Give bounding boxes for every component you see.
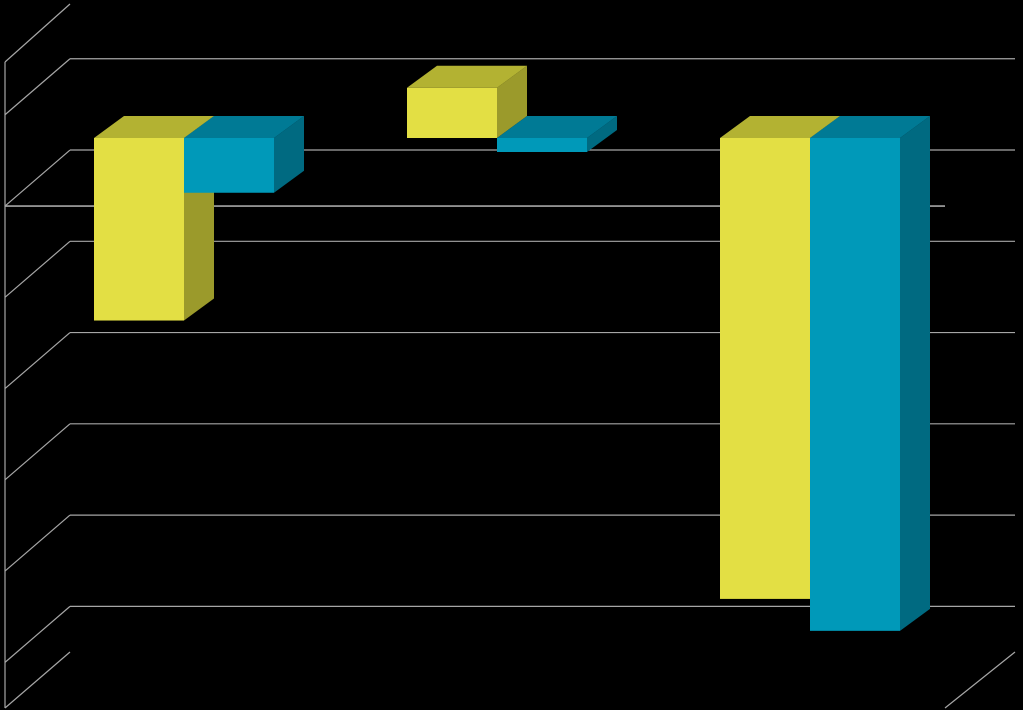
wall-edge: [5, 4, 70, 62]
wall-edge: [945, 652, 1015, 708]
gridline-side: [5, 424, 70, 480]
gridline-side: [5, 606, 70, 662]
gridline-side: [5, 150, 70, 206]
gridline-side: [5, 515, 70, 571]
bar-s2-c1-front: [184, 138, 274, 193]
bar-s2-c2-front: [497, 138, 587, 152]
bar-s2-c3-side: [900, 116, 930, 631]
gridline-side: [5, 241, 70, 297]
bars: [94, 66, 930, 631]
wall-edge: [5, 652, 70, 708]
bar-s1-c1-front: [94, 138, 184, 321]
bar-s1-c2-front: [407, 88, 497, 138]
gridline-side: [5, 333, 70, 389]
bar-s2-c3-front: [810, 138, 900, 631]
bar-s1-c3-front: [720, 138, 810, 599]
gridline-side: [5, 59, 70, 115]
